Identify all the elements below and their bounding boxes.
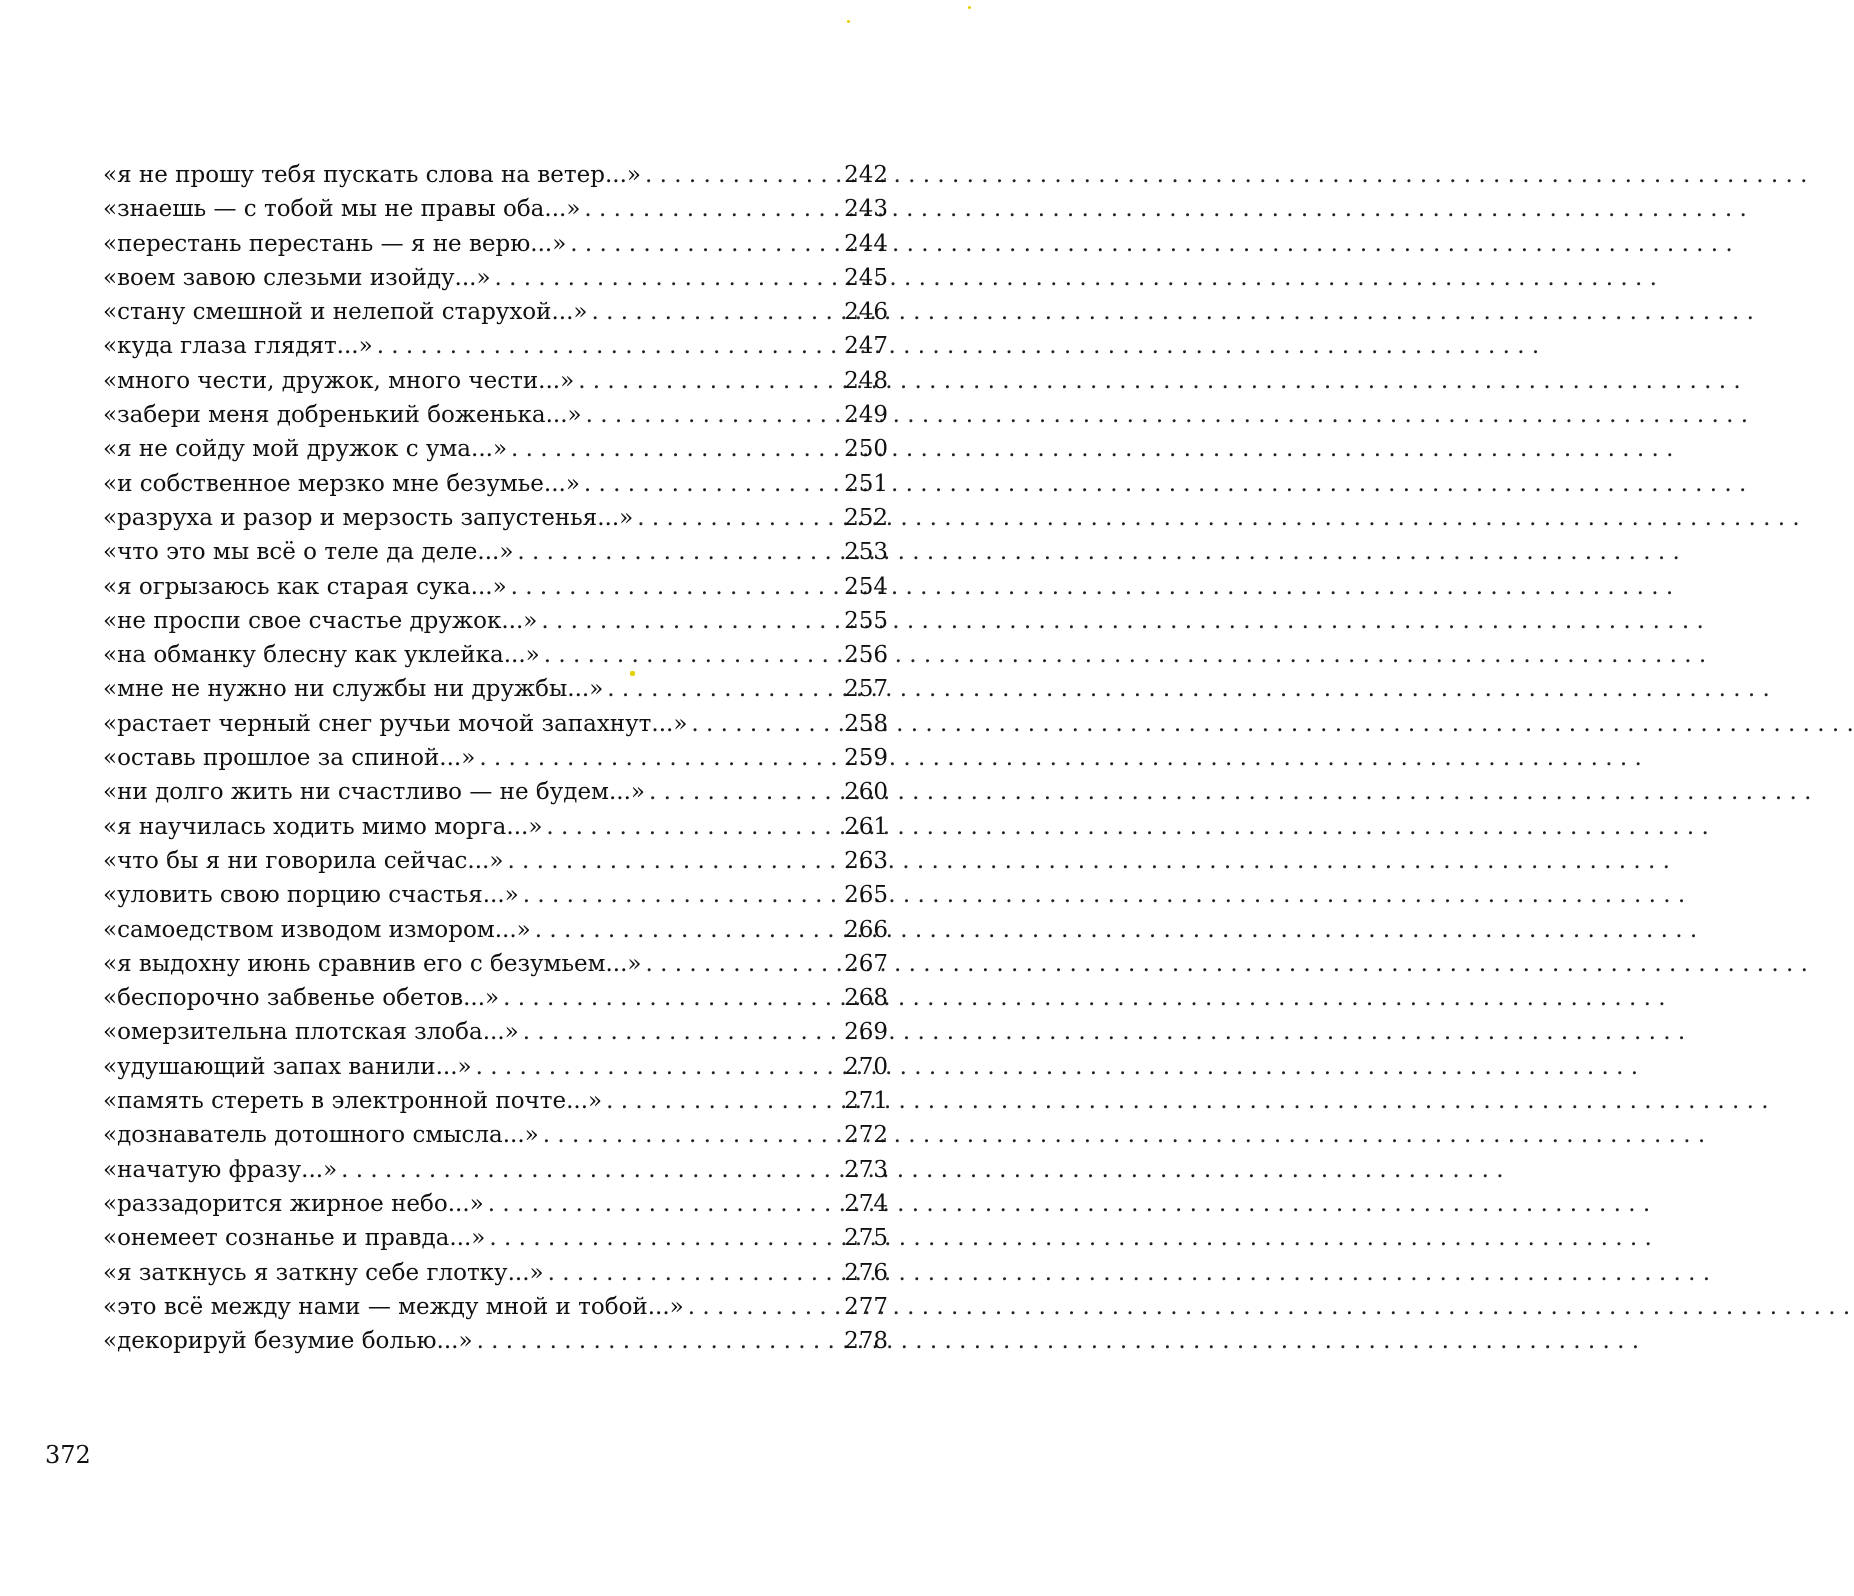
toc-entry-page: 277 — [844, 1293, 888, 1320]
toc-entry-page: 271 — [844, 1088, 888, 1115]
table-of-contents — [103, 158, 888, 1358]
toc-entry-page: 258 — [844, 710, 888, 737]
toc-entry — [103, 501, 888, 535]
toc-entry — [103, 192, 888, 226]
toc-entry — [103, 672, 888, 706]
toc-entry-title: «удушающий запах ванили...» — [103, 1053, 472, 1080]
toc-entry — [103, 810, 888, 844]
toc-entry — [103, 1324, 888, 1358]
toc-entry-page: 251 — [844, 470, 888, 497]
toc-entry — [103, 1290, 888, 1324]
toc-dot-leader — [476, 1050, 840, 1084]
toc-entry — [103, 741, 888, 775]
toc-dot-leader — [586, 398, 840, 432]
toc-dot-leader — [341, 1153, 840, 1187]
toc-entry — [103, 329, 888, 363]
toc-dot-leader — [489, 1221, 840, 1255]
toc-entry-page: 243 — [844, 196, 888, 223]
toc-entry — [103, 398, 888, 432]
toc-entry-page: 244 — [844, 230, 888, 257]
scan-speck — [968, 6, 971, 9]
toc-entry-title: «омерзительна плотская злоба...» — [103, 1019, 519, 1046]
toc-entry-page: 275 — [844, 1225, 888, 1252]
page-number: 372 — [45, 1441, 91, 1469]
toc-dot-leader — [548, 1256, 841, 1290]
toc-entry-page: 246 — [844, 299, 888, 326]
toc-entry — [103, 707, 888, 741]
toc-entry-page: 252 — [844, 504, 888, 531]
toc-entry-title: «перестань перестань — я не верю...» — [103, 230, 567, 257]
toc-entry-title: «знаешь — с тобой мы не правы оба...» — [103, 196, 581, 223]
toc-dot-leader — [649, 775, 840, 809]
toc-dot-leader — [517, 535, 840, 569]
toc-entry-page: 257 — [844, 676, 888, 703]
toc-entry-title: «на обманку блесну как уклейка...» — [103, 642, 540, 669]
toc-entry-title: «я научилась ходить мимо морга...» — [103, 813, 543, 840]
toc-entry-title: «и собственное мерзко мне безумье...» — [103, 470, 580, 497]
toc-entry-page: 269 — [844, 1019, 888, 1046]
toc-entry — [103, 844, 888, 878]
toc-entry-title: «что это мы всё о теле да деле...» — [103, 539, 514, 566]
toc-dot-leader — [691, 707, 840, 741]
toc-entry-title: «мне не нужно ни службы ни дружбы...» — [103, 676, 604, 703]
toc-dot-leader — [645, 947, 840, 981]
toc-dot-leader — [477, 1324, 841, 1358]
toc-dot-leader — [511, 432, 840, 466]
toc-entry-title: «раззадорится жирное небо...» — [103, 1190, 484, 1217]
toc-entry — [103, 535, 888, 569]
toc-entry — [103, 981, 888, 1015]
toc-entry-page: 263 — [844, 847, 888, 874]
toc-entry-page: 253 — [844, 539, 888, 566]
toc-entry-title: «забери меня добренький боженька...» — [103, 402, 582, 429]
toc-entry-title: «память стереть в электронной почте...» — [103, 1088, 603, 1115]
toc-dot-leader — [523, 878, 840, 912]
toc-dot-leader — [511, 570, 840, 604]
toc-dot-leader — [479, 741, 840, 775]
toc-dot-leader — [607, 672, 840, 706]
toc-entry — [103, 775, 888, 809]
toc-entry-title: «что бы я ни говорила сейчас...» — [103, 847, 504, 874]
toc-dot-leader — [578, 364, 840, 398]
toc-entry-page: 259 — [844, 745, 888, 772]
toc-entry — [103, 1221, 888, 1255]
toc-entry — [103, 570, 888, 604]
toc-entry — [103, 158, 888, 192]
toc-entry-page: 256 — [844, 642, 888, 669]
toc-dot-leader — [645, 158, 840, 192]
toc-entry — [103, 364, 888, 398]
toc-dot-leader — [543, 1118, 840, 1152]
toc-entry-title: «я заткнусь я заткну себе глотку...» — [103, 1259, 544, 1286]
toc-entry — [103, 1153, 888, 1187]
toc-dot-leader — [377, 329, 840, 363]
toc-entry-page: 247 — [844, 333, 888, 360]
toc-entry-title: «уловить свою порцию счастья...» — [103, 882, 519, 909]
toc-entry — [103, 295, 888, 329]
toc-entry — [103, 227, 888, 261]
toc-dot-leader — [495, 261, 841, 295]
toc-entry-page: 261 — [844, 813, 888, 840]
toc-entry-title: «куда глаза глядят...» — [103, 333, 373, 360]
scan-speck — [630, 671, 635, 676]
toc-entry — [103, 604, 888, 638]
toc-entry-page: 260 — [844, 779, 888, 806]
toc-entry-title: «воем завою слезьми изойду...» — [103, 264, 491, 291]
toc-entry-page: 255 — [844, 607, 888, 634]
toc-entry — [103, 261, 888, 295]
toc-entry-page: 254 — [844, 573, 888, 600]
toc-entry-title: «ни долго жить ни счастливо — не будем...» — [103, 779, 645, 806]
toc-dot-leader — [584, 467, 840, 501]
toc-entry-page: 265 — [844, 882, 888, 909]
toc-entry-title: «беспорочно забвенье обетов...» — [103, 985, 500, 1012]
toc-entry — [103, 1118, 888, 1152]
scan-speck — [847, 20, 850, 23]
toc-dot-leader — [541, 604, 840, 638]
toc-dot-leader — [507, 844, 840, 878]
toc-dot-leader — [546, 810, 840, 844]
toc-dot-leader — [570, 227, 840, 261]
toc-entry-page: 276 — [844, 1259, 888, 1286]
toc-entry-title: «это всё между нами — между мной и тобой...» — [103, 1293, 684, 1320]
toc-entry-title: «много чести, дружок, много чести...» — [103, 367, 575, 394]
toc-entry — [103, 1084, 888, 1118]
toc-entry — [103, 1256, 888, 1290]
toc-entry — [103, 878, 888, 912]
toc-entry-title: «дознаватель дотошного смысла...» — [103, 1122, 539, 1149]
toc-entry-page: 274 — [844, 1190, 888, 1217]
toc-entry — [103, 947, 888, 981]
toc-entry-title: «не проспи свое счастье дружок...» — [103, 607, 538, 634]
toc-entry-page: 272 — [844, 1122, 888, 1149]
toc-entry-page: 250 — [844, 436, 888, 463]
toc-entry — [103, 432, 888, 466]
toc-dot-leader — [688, 1290, 840, 1324]
toc-entry — [103, 1015, 888, 1049]
toc-dot-leader — [523, 1015, 840, 1049]
toc-entry — [103, 1187, 888, 1221]
toc-entry-page: 248 — [844, 367, 888, 394]
toc-entry-title: «растает черный снег ручьи мочой запахнут...» — [103, 710, 688, 737]
toc-entry-title: «я не прошу тебя пускать слова на ветер...» — [103, 162, 641, 188]
toc-entry-page: 249 — [844, 402, 888, 429]
toc-entry-title: «я выдохну июнь сравнив его с безумьем...» — [103, 950, 642, 977]
toc-entry-title: «онемеет сознанье и правда...» — [103, 1225, 486, 1252]
toc-entry-title: «я не сойду мой дружок с ума...» — [103, 436, 508, 463]
toc-dot-leader — [584, 192, 840, 226]
toc-entry — [103, 913, 888, 947]
toc-entry-title: «декорируй безумие болью...» — [103, 1328, 473, 1355]
toc-entry-title: «разруха и разор и мерзость запустенья...» — [103, 504, 634, 531]
toc-dot-leader — [592, 295, 841, 329]
toc-dot-leader — [535, 913, 840, 947]
toc-entry — [103, 1050, 888, 1084]
toc-entry-title: «я огрызаюсь как старая сука...» — [103, 573, 507, 600]
toc-entry-page: 278 — [844, 1328, 888, 1355]
toc-dot-leader — [544, 638, 840, 672]
toc-entry — [103, 467, 888, 501]
toc-entry-title: «самоедством изводом измором...» — [103, 916, 531, 943]
toc-entry-page: 245 — [844, 264, 888, 291]
toc-entry-title: «начатую фразу...» — [103, 1156, 338, 1183]
toc-entry-page: 267 — [844, 950, 888, 977]
toc-entry-title: «стану смешной и нелепой старухой...» — [103, 299, 588, 326]
toc-entry-page: 270 — [844, 1053, 888, 1080]
toc-dot-leader — [637, 501, 840, 535]
toc-dot-leader — [503, 981, 840, 1015]
toc-entry-page: 273 — [844, 1156, 888, 1183]
toc-entry-title: «оставь прошлое за спиной...» — [103, 745, 476, 772]
toc-dot-leader — [606, 1084, 840, 1118]
toc-entry-page: 266 — [844, 916, 888, 943]
toc-entry-page: 242 — [844, 162, 888, 188]
toc-dot-leader — [488, 1187, 840, 1221]
toc-entry — [103, 638, 888, 672]
toc-entry-page: 268 — [844, 985, 888, 1012]
